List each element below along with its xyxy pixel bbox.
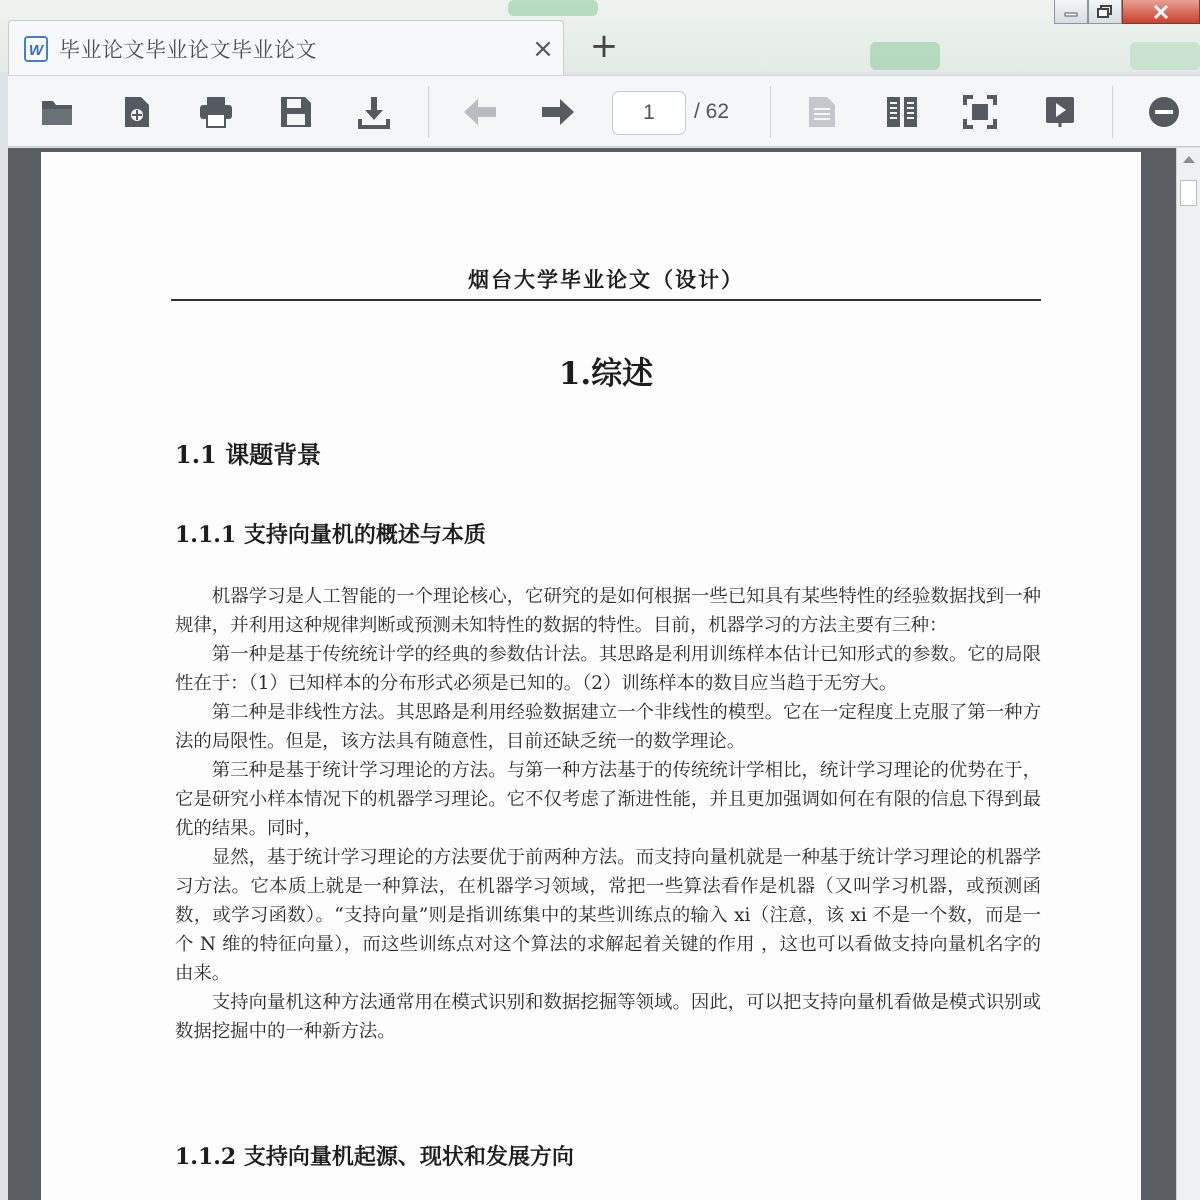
vertical-scrollbar[interactable] <box>1176 148 1200 1200</box>
download-button[interactable] <box>354 92 394 132</box>
save-icon <box>279 95 313 129</box>
open-file-icon <box>119 95 153 129</box>
two-page-view-button[interactable] <box>882 92 922 132</box>
paragraph: 显然，基于统计学习理论的方法要优于前两种方法。而支持向量机就是一种基于统计学习理论的机器学习方法。它本质上就是一种算法，在机器学习领域，常把一些算法看作是机器（又叫学习机器，或预测函数，或学习函数）。“支持向量”则是指训练集中的某些训练点的输入 xi（注意，该 xi 不是一个数，而是一个 N 维的特征向量），而这些训练点对这个算法的求解起着关键的作用 ，这也可以看做支持向量机名字的由来。 <box>175 847 1041 984</box>
toolbar-separator <box>1112 86 1113 138</box>
background-window-blob <box>870 42 940 70</box>
presentation-button[interactable] <box>1040 92 1080 132</box>
restore-button[interactable] <box>1088 0 1122 24</box>
paragraph: 第三种是基于统计学习理论的方法。与第一种方法基于的传统统计学相比，统计学习理论的优势在于，它是研究小样本情况下的机器学习理论。它不仅考虑了渐进性能，并且更加强调如何在有限的信息下得到最优的结果。同时， <box>175 760 1041 839</box>
background-window-blob <box>508 0 598 16</box>
scroll-up-icon[interactable] <box>1183 156 1195 163</box>
back-arrow-icon <box>462 97 498 127</box>
single-page-icon <box>807 95 837 129</box>
subsection-heading: 1.1.1 支持向量机的概述与本质 <box>175 522 486 548</box>
subsection-heading: 1.1.2 支持向量机起源、现状和发展方向 <box>175 1144 574 1170</box>
forward-arrow-icon <box>540 97 576 127</box>
print-button[interactable] <box>196 92 236 132</box>
svg-text:W: W <box>28 41 44 59</box>
print-icon <box>198 95 234 129</box>
new-tab-button[interactable]: + <box>589 26 619 66</box>
zoom-out-button[interactable] <box>1144 92 1184 132</box>
toolbar <box>8 75 1200 147</box>
minimize-button[interactable] <box>1054 0 1088 24</box>
close-icon <box>1152 4 1170 20</box>
window-controls <box>1054 0 1200 27</box>
toolbar-separator <box>428 86 429 138</box>
paragraph: 第二种是非线性方法。其思路是利用经验数据建立一个非线性的模型。它在一定程度上克服了第一种方法的局限性。但是，该方法具有随意性，目前还缺乏统一的数学理论。 <box>175 702 1041 752</box>
tab-close-button[interactable]: × <box>532 33 554 64</box>
open-file-button[interactable] <box>116 92 156 132</box>
background-window-blob <box>1130 42 1200 70</box>
previous-page-button[interactable] <box>460 92 500 132</box>
tab-title: 毕业论文毕业论文毕业论文 <box>59 37 317 62</box>
page-total-label: / 62 <box>694 100 730 123</box>
word-doc-icon <box>23 36 49 62</box>
download-icon <box>357 95 391 129</box>
scrollbar-thumb[interactable] <box>1180 180 1197 206</box>
next-page-button[interactable] <box>538 92 578 132</box>
two-page-icon <box>885 95 919 129</box>
chapter-title: 1.综述 <box>558 356 654 392</box>
body-text <box>175 582 1041 1046</box>
paragraph: 第一种是基于传统统计学的经典的参数估计法。其思路是利用训练样本估计已知形式的参数。它的局限性在于：（1）已知样本的分布形式必须是已知的。（2）训练样本的数目应当趋于无穷大。 <box>175 644 1041 694</box>
toolbar-separator <box>770 86 771 138</box>
paragraph: 支持向量机这种方法通常用在模式识别和数据挖掘等领域。因此，可以把支持向量机看做是模式识别或数据挖掘中的一种新方法。 <box>175 992 1041 1042</box>
document-viewport[interactable] <box>8 148 1176 1200</box>
open-folder-icon <box>40 96 76 128</box>
minimize-icon <box>1063 7 1079 17</box>
present-icon <box>1044 95 1076 129</box>
fit-page-icon <box>963 95 997 129</box>
close-window-button[interactable] <box>1122 0 1200 24</box>
paragraph: 机器学习是人工智能的一个理论核心，它研究的是如何根据一些已知具有某些特性的经验数据找到一种规律，并利用这种规律判断或预测未知特性的数据的特性。目前，机器学习的方法主要有三种： <box>175 586 1041 636</box>
fit-page-button[interactable] <box>960 92 1000 132</box>
open-folder-button[interactable] <box>38 92 78 132</box>
save-button[interactable] <box>276 92 316 132</box>
zoom-out-icon <box>1147 95 1181 129</box>
section-heading: 1.1 课题背景 <box>175 440 322 469</box>
header-rule <box>171 299 1041 301</box>
document-tab[interactable] <box>8 20 564 76</box>
restore-icon <box>1097 5 1113 19</box>
single-page-view-button[interactable] <box>802 92 842 132</box>
page-number-input[interactable] <box>612 91 686 135</box>
document-page <box>41 152 1141 1200</box>
running-header: 烟台大学毕业论文（设计） <box>468 267 744 292</box>
